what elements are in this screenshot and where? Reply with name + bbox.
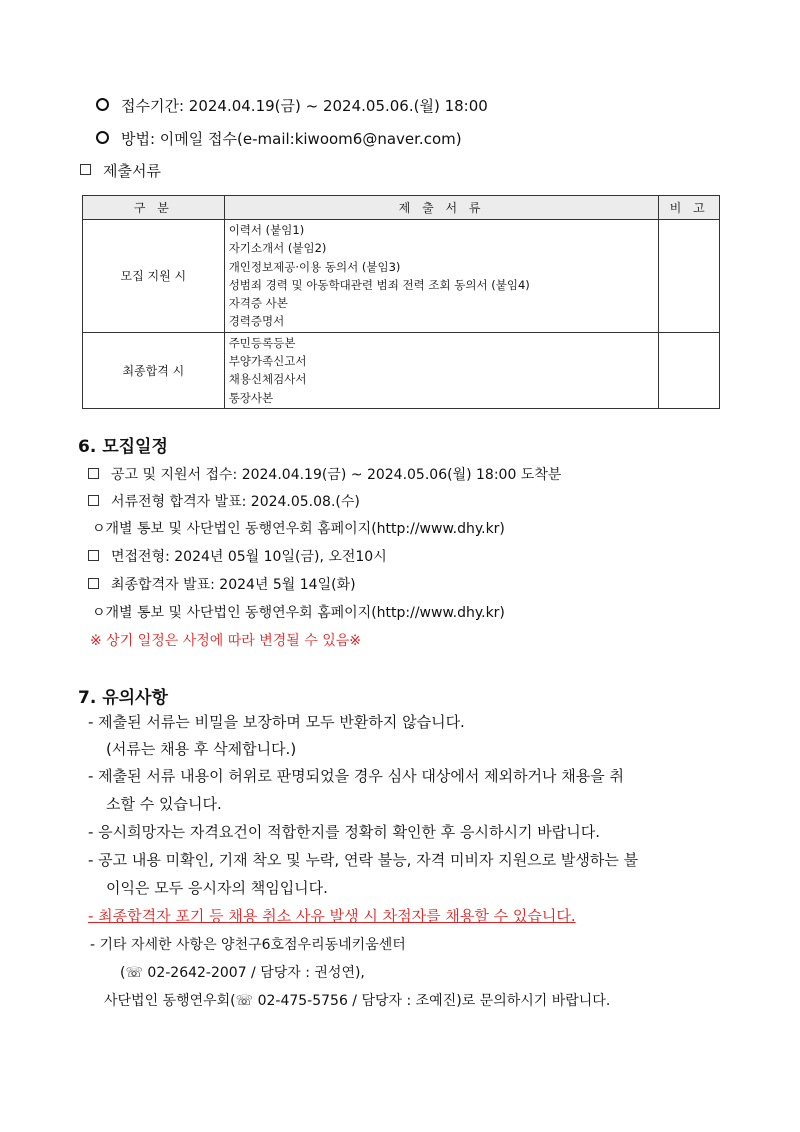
contact-line: (☏ 02-2642-2007 / 담당자 : 권성연), xyxy=(120,965,365,981)
table-row xyxy=(83,332,720,408)
header-documents: 제 출 서 류 xyxy=(224,196,659,220)
row-items xyxy=(224,220,659,333)
notice-item: 이익은 모두 응시자의 책임입니다. xyxy=(106,879,328,897)
notice-item: - 응시희망자는 자격요건이 적합한지를 정확히 확인한 후 응시하시기 바랍니다. xyxy=(88,823,601,841)
square-bullet-icon xyxy=(80,164,91,175)
doc-item: 성범죄 경력 및 아동학대관련 범죄 전력 조회 동의서 (붙임4) xyxy=(228,277,530,292)
schedule-warning: ※ 상기 일정은 사정에 따라 변경될 수 있음※ xyxy=(90,633,361,649)
row-note xyxy=(659,220,720,333)
table-header-row xyxy=(83,196,720,220)
red-notice: - 최종합격자 포기 등 채용 취소 사유 발생 시 차점자를 채용할 수 있습니다. xyxy=(88,907,576,925)
square-bullet-icon xyxy=(88,468,99,479)
schedule-line: 서류전형 합격자 발표: 2024.05.08.(수) xyxy=(88,491,360,511)
doc-item: 채용신체검사서 xyxy=(228,372,307,387)
circle-bullet-icon xyxy=(96,131,109,144)
row-category: 모집 지원 시 xyxy=(83,220,225,333)
doc-item: 개인정보제공·이용 동의서 (붙임3) xyxy=(228,259,401,274)
period-line: 접수기간: 2024.04.19(금) ~ 2024.05.06.(월) 18:00 xyxy=(96,95,488,116)
submission-title: 제출서류 xyxy=(80,160,161,181)
doc-item: 통장사본 xyxy=(228,390,274,405)
doc-item: 부양가족신고서 xyxy=(228,354,307,369)
notice-item: 소할 수 있습니다. xyxy=(106,795,222,813)
header-category: 구 분 xyxy=(83,196,225,220)
square-bullet-icon xyxy=(88,495,99,506)
notice-item: - 제출된 서류 내용이 허위로 판명되었을 경우 심사 대상에서 제외하거나 채용을 취 xyxy=(88,767,625,785)
square-bullet-icon xyxy=(88,550,99,561)
notice-item: - 제출된 서류는 비밀을 보장하며 모두 반환하지 않습니다. xyxy=(88,713,465,731)
square-bullet-icon xyxy=(88,578,99,589)
section6-title: 6. 모집일정 xyxy=(78,437,168,457)
doc-item: 주민등록등본 xyxy=(228,335,296,350)
doc-item: 자기소개서 (붙임2) xyxy=(228,241,327,256)
schedule-line: 최종합격자 발표: 2024년 5월 14일(화) xyxy=(88,574,356,594)
schedule-line: ㅇ개별 통보 및 사단법인 동행연우회 홈페이지(http://www.dhy.kr) xyxy=(92,605,505,621)
header-note: 비 고 xyxy=(659,196,720,220)
circle-bullet-icon xyxy=(96,98,109,111)
documents-table xyxy=(82,195,720,409)
row-items xyxy=(224,332,659,408)
section7-title: 7. 유의사항 xyxy=(78,688,168,708)
schedule-line: ㅇ개별 통보 및 사단법인 동행연우회 홈페이지(http://www.dhy.kr) xyxy=(92,521,505,537)
row-note xyxy=(659,332,720,408)
schedule-line: 면접전형: 2024년 05월 10일(금), 오전10시 xyxy=(88,546,387,566)
method-line: 방법: 이메일 접수(e-mail:kiwoom6@naver.com) xyxy=(96,128,462,149)
schedule-line: 공고 및 지원서 접수: 2024.04.19(금) ~ 2024.05.06(월) 18:00 도착분 xyxy=(88,464,561,484)
doc-item: 이력서 (붙임1) xyxy=(228,223,305,237)
contact-line: 사단법인 동행연우회(☏ 02-475-5756 / 담당자 : 조예진)로 문의하시기 바랍니다. xyxy=(104,993,611,1009)
doc-item: 경력증명서 xyxy=(228,314,285,329)
row-category: 최종합격 시 xyxy=(83,332,225,408)
notice-item: - 공고 내용 미확인, 기재 착오 및 누락, 연락 불능, 자격 미비자 지원으로 발생하는 불 xyxy=(88,851,639,869)
table-row xyxy=(83,220,720,333)
notice-item: (서류는 채용 후 삭제합니다.) xyxy=(106,740,297,758)
contact-line: - 기타 자세한 사항은 양천구6호점우리동네키움센터 xyxy=(90,937,406,953)
doc-item: 자격증 사본 xyxy=(228,296,288,311)
